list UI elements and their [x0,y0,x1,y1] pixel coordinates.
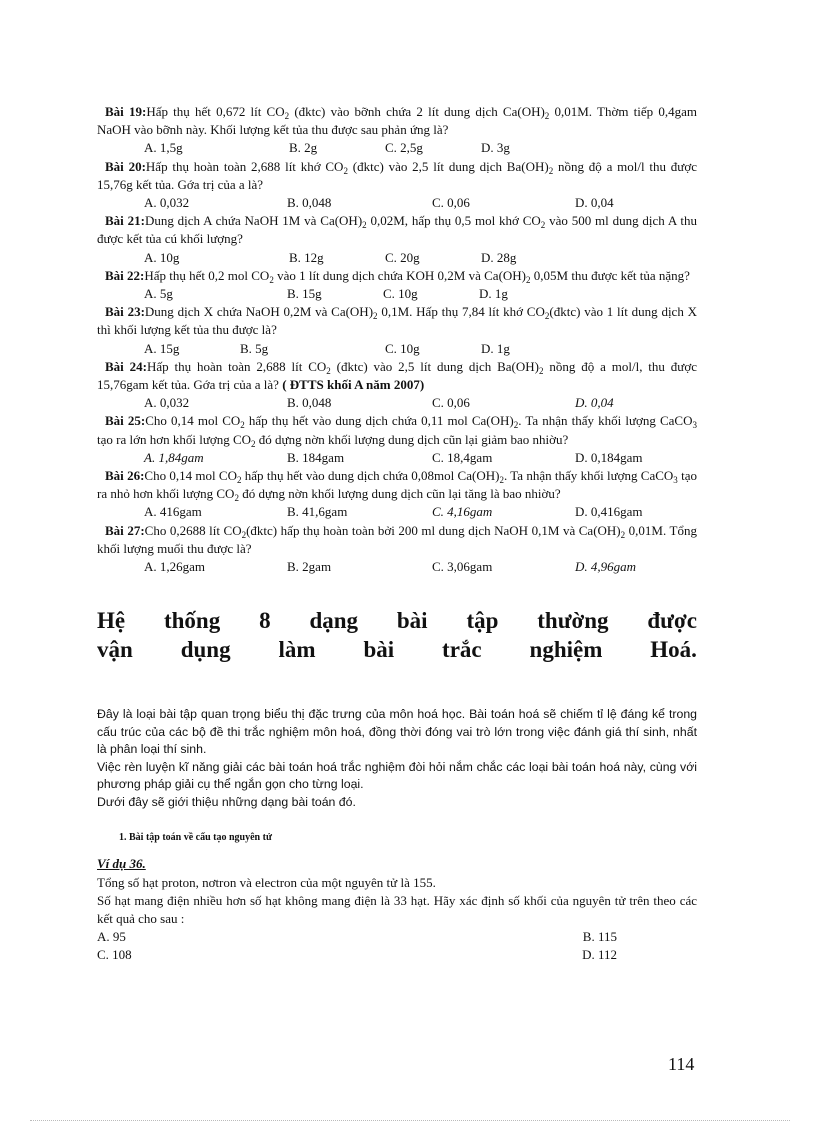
answer-option: B. 0,048 [287,395,332,411]
answer-option: D. 0,184gam [575,449,643,465]
answer-option: A. 1,26gam [144,558,206,574]
heading-word: bài [396,608,428,634]
answer-option: B. 2g [289,140,318,156]
heading-word: Hoá. [650,637,697,663]
heading-word: nghiệm [529,637,603,663]
answer-option: B. 2gam [287,558,332,574]
heading-word: làm [278,637,316,663]
answer-option: B. 184gam [287,449,345,465]
answer-option: B. 5g [240,340,269,356]
answer-option: A. 15g [144,340,180,356]
question-21 [97,212,697,248]
heading-word: trắc [442,637,482,663]
answer-option: C. 18,4gam [432,449,493,465]
answer-option: B. 41,6gam [287,504,348,520]
question-text: Hấp thụ hết 0,672 lít $CO_2$ (đktc) vào bỡnh chứa 2 lít dung dịch $Ca(OH)_2$ 0,01M. Thờm tiếp 0,4gam NaOH vào bỡnh này. Khối lượng kết tủa thu được sau phản ứng là? [97,104,697,138]
example-option: C. 108 [97,946,132,962]
example-option: A. 95 [97,928,126,944]
question-19 [97,103,697,139]
question-label: Bài 23: [105,304,145,320]
intro-text [97,706,697,811]
answer-option: B. 15g [287,285,322,301]
answer-option: A. 0,032 [144,195,190,210]
example-options [97,928,697,964]
answer-option: D. 1g [479,285,508,301]
question-22 [97,267,697,285]
heading-line-1 [97,606,697,635]
intro-paragraph: Dưới đây sẽ giới thiệu những dạng bài toán đó. [97,794,356,809]
question-list [97,103,697,576]
question-text: Hấp thụ hoàn toàn 2,688 lít khớ $CO_2$ (đktc) vào 2,5 lít dung dịch $Ba(OH)_2$ nồng độ a mol/l thu được 15,76g kết tủa. Gớa trị của a là? [97,158,697,192]
answer-option: B. 0,048 [287,195,332,210]
heading-word: bài [363,637,395,663]
example-option-row [97,946,617,964]
question-label: Bài 22: [105,267,145,283]
answer-option: C. 0,06 [432,195,470,210]
heading-word: 8 [259,608,271,634]
question-label: Bài 24: [105,358,147,374]
question-text: Hấp thụ hết 0,2 mol $CO_2$ vào 1 lít dung dịch chứa KOH 0,2M và $Ca(OH)_2$ 0,05M thu được kết tủa nặng? [144,267,690,285]
question-text: Cho 0,14 mol $CO_2$ hấp thụ hết vào dung dịch chứa 0,11 mol $Ca(OH)_2$. Ta nhận thấy khối lượng CaCO$_3$ tạo ra lớn hơn khối lượng $CO_2$ đó dựng nờn khối lượng dung dịch cũn lại giảm bao nhiờu? [97,413,697,449]
question-26 [97,467,697,503]
question-label: Bài 27: [105,522,145,538]
footer-divider [30,1120,790,1121]
answer-option: A. 10g [144,249,180,265]
example-text [97,874,697,928]
heading-word: được [647,608,697,634]
intro-paragraph: Việc rèn luyện kĩ năng giải các bài toán hoá trắc nghiệm đòi hỏi nắm chắc các loại bài toán hoá này, cùng với phương pháp giải cụ thể ngắn gọn cho từng loại. [97,759,697,792]
question-text: Cho 0,14 mol $CO_2$ hấp thụ hết vào dung dịch chứa 0,08mol $Ca(OH)_2$. Ta nhận thấy khối lượng CaCO$_3$ tạo ra nhỏ hơn khối lượng $CO_2$ đó dựng nờn khối lượng dung dịch cũn lại tăng là bao nhiờu? [97,467,697,504]
answer-option: C. 20g [385,249,420,265]
answer-options [144,285,697,303]
example-option-row [97,928,617,946]
answer-option: C. 3,06gam [432,558,493,574]
heading-word: thống [163,608,221,634]
answer-options [144,194,697,212]
section-title: 1. Bài tập toán về cấu tạo nguyên tử [119,832,272,844]
heading-word: Hệ [97,608,126,634]
answer-options [144,503,697,521]
answer-option: A. 0,032 [144,395,190,411]
answer-option: C. 10g [383,285,418,301]
question-24 [97,358,697,394]
answer-option: A. 1,84gam [144,449,204,465]
heading-line-2 [97,635,697,664]
example-option: B. 115 [582,928,617,944]
answer-options [144,139,697,157]
answer-options [144,449,697,467]
answer-option: C. 2,5g [385,140,423,156]
answer-option: B. 12g [289,249,324,265]
example-line: Số hạt mang điện nhiều hơn số hạt không mang điện là 33 hạt. Hãy xác định số khối của nguyên tử trên theo các kết quả cho sau : [97,892,697,926]
question-23 [97,303,697,339]
answer-option: D. 28g [481,249,517,265]
answer-options [144,558,697,576]
heading-word: tập [466,608,499,634]
answer-option: A. 1,5g [144,140,183,156]
question-20 [97,158,697,194]
question-label: Bài 19: [105,104,147,119]
answer-option: D. 0,04 [575,195,614,210]
answer-option: C. 10g [385,340,420,356]
page-number: 114 [668,1054,695,1074]
answer-options [144,394,697,412]
answer-option: D. 4,96gam [575,558,637,574]
answer-options [144,249,697,267]
question-text: Cho 0,2688 lít $CO_2(đktc)$ hấp thụ hoàn toàn bởi 200 ml dung dịch NaOH 0,1M và $Ca(OH)_2$ 0,01M. Tổng khối lượng muối thu được là? [97,522,697,556]
example-line: Tổng số hạt proton, nơtron và electron của một nguyên tử là 155. [97,874,436,890]
answer-options [144,340,697,358]
example-label: Ví dụ 36. [97,856,146,872]
intro-paragraph: Đây là loại bài tập quan trọng biểu thị đặc trưng của môn hoá học. Bài toán hoá sẽ chiếm tỉ lệ đáng kể trong cấu trúc của các bộ đề thi trắc nghiệm môn hoá, đồng thời đóng vai trò lớn trong việc đánh giá thí sinh, nhất là phân loại thí sinh. [97,707,697,757]
page-content [97,103,697,964]
question-text: Hấp thụ hoàn toàn 2,688 lít $CO_2$ (đktc) vào 2,5 lít dung dịch $Ba(OH)_2$ nồng độ a mol/l, thu được 15,76gam kết tủa. Gớa trị của a là? ( ĐTTS khối A năm 2007) [97,358,697,392]
question-label: Bài 21: [105,213,145,229]
question-25 [97,412,697,448]
heading-word: vận [97,637,133,663]
answer-option: A. 416gam [144,504,202,520]
question-text: Dung dịch A chứa NaOH 1M và $Ca(OH)_2$ 0,02M, hấp thụ 0,5 mol khớ $CO_2$ vào 500 ml dung dịch A thu được kết tủa cú khối lượng? [97,213,697,247]
answer-option: A. 5g [144,285,173,301]
question-label: Bài 26: [105,467,145,483]
answer-option: C. 0,06 [432,395,470,411]
question-label: Bài 25: [105,413,146,429]
question-label: Bài 20: [105,158,146,174]
heading-word: dụng [180,637,231,663]
heading-word: thường [537,608,609,634]
answer-option: D. 0,04 [575,395,614,411]
example-option: D. 112 [582,946,617,962]
heading-word: dạng [309,608,359,634]
chapter-heading [97,606,697,664]
answer-option: D. 3g [481,140,510,156]
answer-option: D. 1g [481,340,510,356]
question-27 [97,522,697,558]
answer-option: C. 4,16gam [432,504,493,520]
answer-option: D. 0,416gam [575,504,643,520]
question-text: Dung dịch X chứa NaOH 0,2M và $Ca(OH)_2$ 0,1M. Hấp thụ 7,84 lít khớ $CO_2(đktc)$ vào 1 lít dung dịch X thì khối lượng kết tủa thu được là? [97,304,697,338]
